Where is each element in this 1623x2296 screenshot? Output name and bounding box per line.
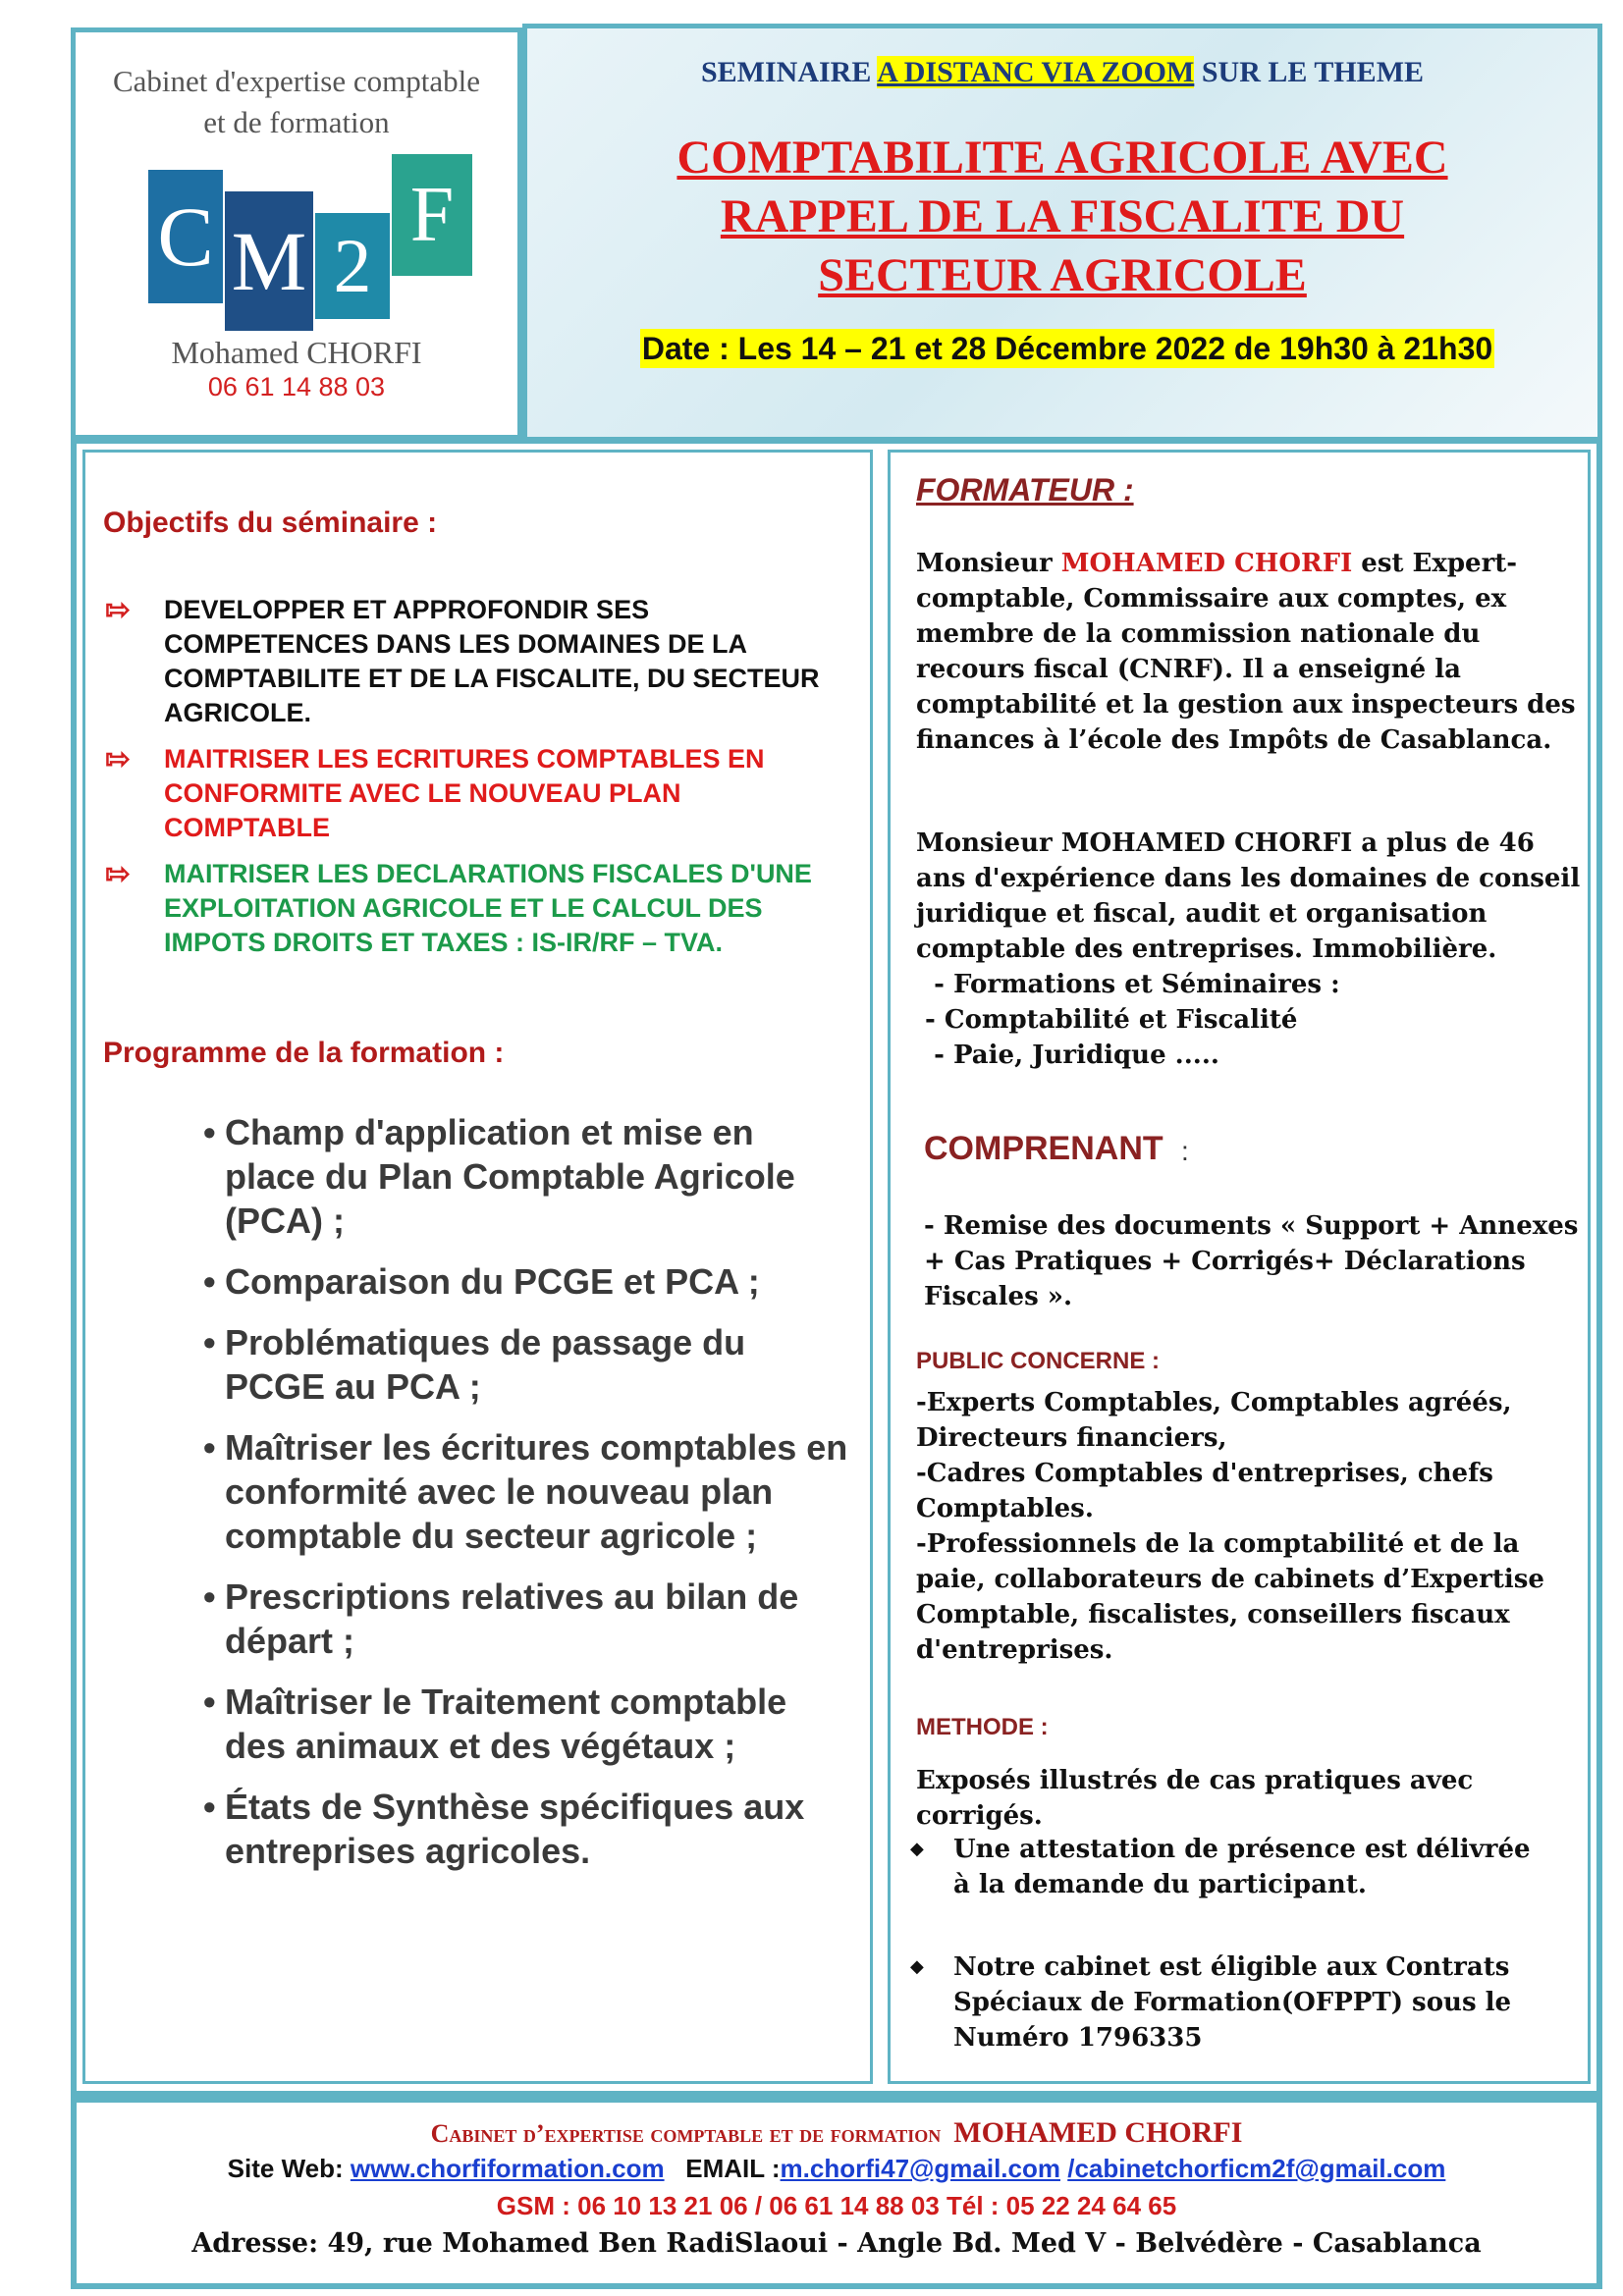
title-line: SECTEUR AGRICOLE	[818, 249, 1307, 301]
objectives-heading: Objectifs du séminaire :	[103, 507, 438, 539]
objective-text: MAITRISER LES DECLARATIONS FISCALES D'UNE EXPLOITATION AGRICOLE ET LE CALCUL DES IMPOTS DROITS ET TAXES : IS-IR/RF – TVA.	[164, 859, 812, 957]
subtitle-pre: SEMINAIRE	[700, 56, 872, 88]
footer-cabinet-text: Cabinet d’expertise comptable et de formation	[430, 2119, 942, 2148]
footer-cabinet-name: MOHAMED CHORFI	[953, 2116, 1243, 2149]
subtitle-highlight: A DISTANC VIA ZOOM	[877, 56, 1195, 88]
program-list	[203, 1110, 851, 1890]
comprenant-body: - Remise des documents « Support + Annexes + Cas Pratiques + Corrigés+ Déclarations Fiscales ».	[924, 1211, 1579, 1311]
logo-letter-2: 2	[315, 213, 390, 319]
header-panel	[522, 24, 1602, 442]
right-column	[888, 450, 1591, 2084]
program-item: • Problématiques de passage du PCGE au PCA ;	[203, 1320, 851, 1409]
experience-text: Monsieur MOHAMED CHORFI a plus de 46 ans d'expérience dans les domaines de conseil juridique et fiscal, audit et organisation comptable des entreprises. Immobilière.	[916, 828, 1581, 964]
formateur-heading: FORMATEUR :	[916, 472, 1134, 507]
title-line: COMPTABILITE AGRICOLE AVEC	[676, 132, 1448, 184]
arrow-icon: ⇰	[105, 858, 131, 890]
public-list	[916, 1385, 1591, 1668]
arrow-icon: ⇰	[105, 594, 131, 626]
email-label: EMAIL :	[664, 2154, 781, 2183]
title-line: RAPPEL DE LA FISCALITE DU	[720, 190, 1405, 242]
bullet-text: Notre cabinet est éligible aux Contrats Spéciaux de Formation(OFPPT) sous le Numéro 1796335	[953, 1952, 1512, 2053]
logo-panel	[71, 27, 522, 440]
objective-item	[105, 857, 841, 960]
logo-line-1: Cabinet d'expertise comptable	[112, 64, 480, 98]
date-text: Date : Les 14 – 21 et 28 Décembre 2022 de 19h30 à 21h30	[641, 331, 1493, 366]
left-column	[82, 450, 873, 2084]
logo-name: Mohamed CHORFI	[171, 335, 422, 370]
footer-phone: GSM : 06 10 13 21 06 / 06 61 14 88 03 Tél : 05 22 24 64 65	[496, 2191, 1177, 2220]
subtitle-post: SUR LE THEME	[1201, 56, 1425, 88]
experience-item: - Comptabilité et Fiscalité	[916, 1005, 1298, 1035]
website-link[interactable]: www.chorfiformation.com	[350, 2154, 665, 2183]
objective-item	[105, 593, 841, 730]
methode-bullet	[910, 1949, 1542, 2056]
cm2f-logo	[138, 134, 472, 331]
seminar-subtitle	[527, 56, 1597, 89]
footer-address: Adresse: 49, rue Mohamed Ben RadiSlaoui - Angle Bd. Med V - Belvédère - Casablanca	[191, 2228, 1482, 2259]
program-item: • Maîtriser les écritures comptables en conformité avec le nouveau plan comptable du secteur agricole ;	[203, 1425, 851, 1558]
comprenant-heading: COMPRENANT	[924, 1130, 1163, 1167]
program-item: • Champ d'application et mise en place du Plan Comptable Agricole (PCA) ;	[203, 1110, 851, 1243]
formateur-bio	[916, 546, 1584, 758]
bio-text: Monsieur	[916, 549, 1061, 578]
footer-cabinet	[77, 2116, 1596, 2150]
email-link-1[interactable]: m.chorfi47@gmail.com	[780, 2154, 1060, 2183]
email-link-2[interactable]: /cabinetchorficm2f@gmail.com	[1067, 2154, 1446, 2183]
footer	[71, 2097, 1602, 2289]
bio-text: est Expert-comptable, Commissaire aux comptes, ex membre de la commission nationale du recours fiscal (CNRF). Il a enseigné la comptabilité et la gestion aux inspecteurs des finances à l’école des Impôts de Casablanca.	[916, 549, 1576, 755]
program-heading: Programme de la formation :	[103, 1037, 505, 1069]
objective-text: MAITRISER LES ECRITURES COMPTABLES EN CONFORMITE AVEC LE NOUVEAU PLAN COMPTABLE	[164, 744, 765, 842]
formateur-experience	[916, 826, 1584, 1073]
comprenant-colon: :	[1181, 1136, 1189, 1166]
experience-item: - Formations et Séminaires :	[916, 970, 1340, 999]
methode-body: Exposés illustrés de cas pratiques avec corrigés.	[916, 1766, 1474, 1831]
footer-contacts	[77, 2154, 1596, 2184]
program-item: • États de Synthèse spécifiques aux entreprises agricoles.	[203, 1785, 851, 1873]
seminar-title	[527, 129, 1597, 305]
objective-item	[105, 742, 841, 845]
logo-letter-f: F	[392, 154, 472, 276]
program-item: • Maîtriser le Traitement comptable des animaux et des végétaux ;	[203, 1680, 851, 1768]
formateur-name: MOHAMED CHORFI	[1060, 549, 1353, 578]
public-heading: PUBLIC CONCERNE :	[916, 1348, 1161, 1374]
seminar-date	[576, 331, 1558, 367]
logo-phone: 06 61 14 88 03	[207, 372, 386, 401]
public-line: -Professionnels de la comptabilité et de la paie, collaborateurs de cabinets d’Expertise Comptable, fiscalistes, conseillers fiscaux d'entreprises.	[916, 1529, 1544, 1665]
logo-letter-c: C	[148, 170, 223, 303]
methode-heading: METHODE :	[916, 1714, 1049, 1740]
diamond-icon: ◆	[910, 1956, 924, 1977]
program-item: • Comparaison du PCGE et PCA ;	[203, 1259, 851, 1304]
public-line: -Cadres Comptables d'entreprises, chefs Comptables.	[916, 1459, 1493, 1523]
arrow-icon: ⇰	[105, 743, 131, 775]
bullet-text: Une attestation de présence est délivrée à la demande du participant.	[953, 1835, 1531, 1899]
program-item: • Prescriptions relatives au bilan de départ ;	[203, 1575, 851, 1663]
logo-letter-m: M	[225, 191, 313, 331]
diamond-icon: ◆	[910, 1839, 924, 1859]
site-label: Site Web:	[227, 2154, 351, 2183]
methode-bullet	[910, 1832, 1542, 1902]
public-line: -Experts Comptables, Comptables agréés, Directeurs financiers,	[916, 1388, 1512, 1453]
logo-line-2: et de formation	[203, 105, 390, 139]
objective-text: DEVELOPPER ET APPROFONDIR SES COMPETENCES DANS LES DOMAINES DE LA COMPTABILITE ET DE LA FISCALITE, DU SECTEUR AGRICOLE.	[164, 595, 820, 727]
experience-item: - Paie, Juridique .....	[916, 1041, 1219, 1070]
